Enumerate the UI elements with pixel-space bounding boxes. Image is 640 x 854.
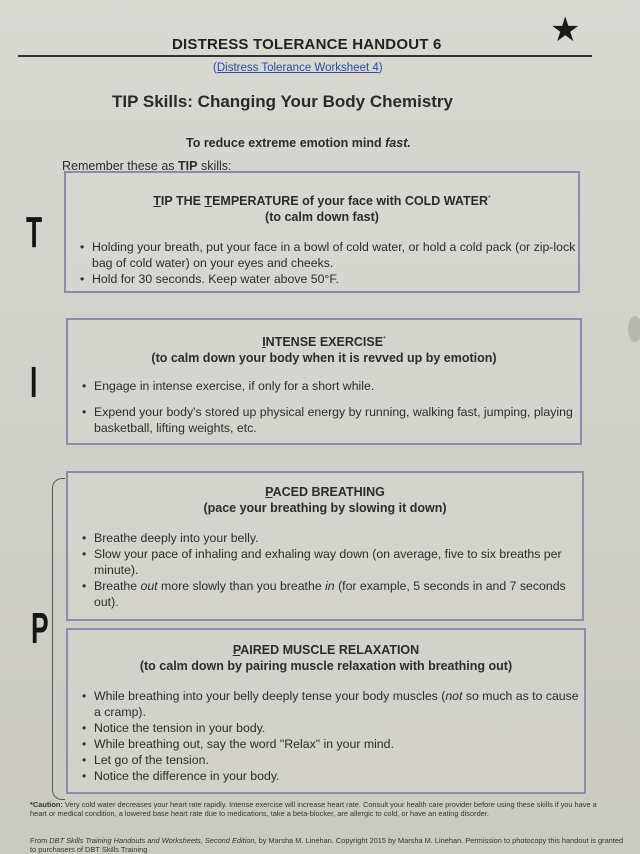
bullet-list [66,239,578,287]
bullet-item: • Notice the tension in your body. [94,720,584,736]
section-paced-breathing [66,471,584,621]
star-icon: ★ [550,11,581,49]
section-tip-temperature [64,171,580,293]
page-subtitle [186,136,411,150]
section-subtitle: (to calm down by pairing muscle relaxation with breathing out) [139,659,513,673]
bullet-item: • Notice the difference in your body. [94,768,584,784]
section-title [68,332,580,350]
subtitle-text: To reduce extreme emotion mind [186,136,386,150]
letter-p: P [31,604,49,653]
intro-pre: Remember these as [62,159,179,173]
bullet-item: • Let go of the tension. [94,752,584,768]
intro-post: skills: [197,159,232,173]
letter-t: T [26,208,43,257]
bullet-item [94,578,582,610]
bullet-item: • Holding your breath, put your face in a bowl of cold water, or hold a cold pack (or zip-lock bag of cold water) on your eyes and cheeks. [92,239,578,271]
title-initial: P [232,643,241,657]
title-part: NTENSE EXERCISE [265,335,384,350]
caution-marker: * [488,195,491,202]
section-title [68,642,584,658]
section-title [68,484,582,500]
bullet-item: • Slow your pace of inhaling and exhaling way down (on average, five to six breaths per minute). [94,546,582,578]
title-part: IP THE [160,194,205,209]
worksheet-reference-close: ) [378,62,383,74]
bullet-item: • Hold for 30 seconds. Keep water above 50°F. [92,271,578,287]
bullet-item: • Engage in intense exercise, if only for a short while. [94,378,580,394]
title-part: AIRED MUSCLE RELAXATION [240,643,420,657]
worksheet-reference[interactable] [213,62,383,74]
bullet-text: so much as to cause a cramp). [94,689,579,719]
caution-footnote [30,800,605,818]
bullet-item: • Breathe deeply into your belly. [94,530,582,546]
subtitle-emphasis: fast. [385,136,411,150]
bullet-text: (for example, 5 seconds in and 7 seconds out). [94,579,566,609]
section-intense-exercise [66,318,582,445]
title-part: EMPERATURE of your face with COLD WATER [212,194,488,209]
title-initial: T [153,194,161,209]
caution-marker: * [383,336,386,343]
citation-pre: From [30,836,50,845]
bullet-emphasis: out [140,579,158,593]
title-initial: P [265,485,273,499]
title-initial: I [262,335,266,350]
bullet-text: Breathe [94,579,141,593]
caution-text: Very cold water decreases your heart rate rapidly. Intense exercise will increase heart rate. Consult your health care provider before using these skills if you have a heart or medical condition, a lowered base heart rate due to medications, take a beta-blocker, are allergic to cold, or have an eating disorder. [30,800,597,818]
bullet-text: more slowly than you breathe [157,579,326,593]
bullet-emphasis: not [445,689,463,703]
worksheet-reference-open: ( [213,62,217,74]
intro-bold: TIP [178,159,198,173]
title-initial: T [204,194,213,209]
citation-post: by Marsha M. Linehan. Copyright 2015 by Marsha M. Linehan. Permission to photocopy this handout is granted to purchasers of DBT Skills Training [30,836,624,854]
bullet-item: • Expend your body's stored up physical energy by running, walking fast, jumping, playing basketball, lifting weights, etc. [94,404,580,436]
worksheet-reference-link[interactable]: Distress Tolerance Worksheet 4 [216,62,379,74]
bullet-text: While breathing into your belly deeply tense your body muscles ( [94,689,446,703]
section-subtitle: (pace your breathing by slowing it down) [203,501,447,515]
letter-i: I [30,358,38,407]
p-bracket [52,478,65,800]
bullet-list [68,530,582,610]
section-title [66,191,578,209]
citation-book: DBT Skills Training Handouts and Worksheets, Second Edition, [49,836,257,845]
binder-hole [628,316,640,342]
caution-label: *Caution: [30,800,63,809]
section-paired-muscle-relaxation [66,628,586,794]
handout-header-title: DISTRESS TOLERANCE HANDOUT 6 [172,36,442,53]
bullet-list [68,688,584,784]
section-subtitle: (to calm down fast) [265,210,379,225]
bullet-item [94,688,584,720]
header-divider [18,55,592,57]
page-title: TIP Skills: Changing Your Body Chemistry [112,92,454,111]
bullet-item: • While breathing out, say the word "Relax" in your mind. [94,736,584,752]
citation-footnote [30,836,630,854]
section-subtitle: (to calm down your body when it is revved up by emotion) [151,351,497,366]
bullet-emphasis: in [325,579,335,593]
bullet-list [68,378,580,436]
title-part: ACED BREATHING [272,485,385,499]
